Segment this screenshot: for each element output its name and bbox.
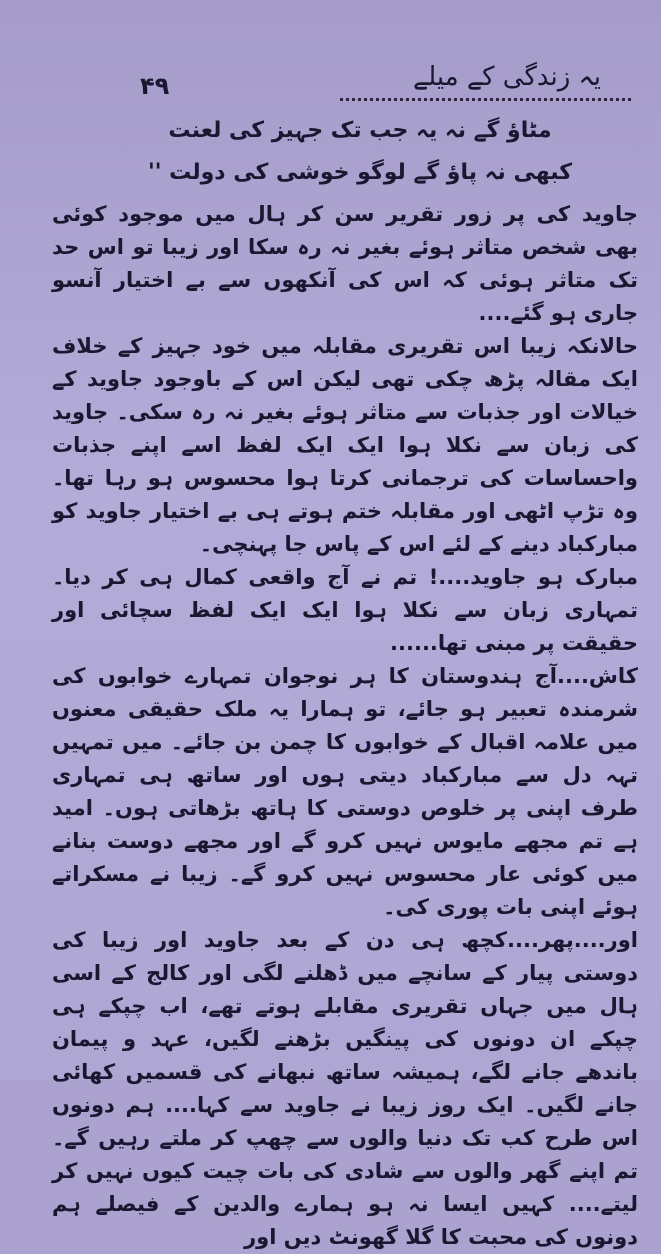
verse-line-1: مٹاؤ گے نہ یہ جب تک جہیز کی لعنت: [168, 118, 552, 143]
running-title: یہ زندگی کے میلے: [413, 62, 601, 92]
body-text: [52, 198, 638, 1254]
paragraph: اور....پھر....کچھ ہی دن کے بعد جاوید اور زیبا کی دوستی پیار کے سانچے میں ڈھلنے لگی اور کالج کے اسی ہال میں جہاں تقریری مقابلے ہوتے تھے، اب چپکے ہی چپکے ان دونوں کی پینگیں بڑھنے لگیں، عہد و پیمان باندھے جانے لگے، ہمیشہ ساتھ نبھانے کی قسمیں کھائی جانے لگیں۔ ایک روز زیبا نے جاوید سے کہا.... ہم دونوں اس طرح کب تک دنیا والوں سے چھپ کر ملتے رہیں گے۔ تم اپنے گھر والوں سے شادی کی بات چیت کیوں نہیں کر لیتے.... کہیں ایسا نہ ہو ہمارے والدین کے فیصلے ہم دونوں کی محبت کا گلا گھونٹ دیں اور: [52, 928, 638, 1249]
paragraph: مبارک ہو جاوید....! تم نے آج واقعی کمال ہی کر دیا۔ تمہاری زبان سے نکلا ہوا ایک ایک لفظ سچائی اور حقیقت پر مبنی تھا......: [52, 565, 638, 655]
paragraph: جاوید کی پر زور تقریر سن کر ہال میں موجود کوئی بھی شخص متاثر ہوئے بغیر نہ رہ سکا اور زیبا تو اس حد تک متاثر ہوئی کہ اس کی آنکھوں سے بے اختیار آنسو جاری ہو گئے....: [52, 202, 638, 325]
page-number: ۴۹: [140, 72, 170, 100]
paragraph: حالانکہ زیبا اس تقریری مقابلہ میں خود جہیز کے خلاف ایک مقالہ پڑھ چکی تھی لیکن اس کے باوجود جاوید کے خیالات اور جذبات سے متاثر ہوئے بغیر نہ رہ سکی۔ جاوید کی زبان سے نکلا ہوا ایک ایک لفظ اسے اپنے جذبات واحساسات کی ترجمانی کرتا ہوا محسوس ہو رہا تھا۔ وہ تڑپ اٹھی اور مقابلہ ختم ہوتے ہی بے اختیار جاوید کو مبارکباد دینے کے لئے اس کے پاس جا پہنچی۔: [52, 334, 638, 556]
paragraph: کاش....آج ہندوستان کا ہر نوجوان تمہارے خوابوں کی شرمندہ تعبیر ہو جائے، تو ہمارا یہ ملک حقیقی معنوں میں علامہ اقبال کے خوابوں کا چمن بن جائے۔ میں تمہیں تہہ دل سے مبارکباد دیتی ہوں اور ساتھ ہی تمہاری طرف اپنی پر خلوص دوستی کا ہاتھ بڑھاتی ہوں۔ امید ہے تم مجھے مایوس نہیں کرو گے اور مجھے دوست بنانے میں کوئی عار محسوس نہیں کرو گے۔ زیبا نے مسکراتے ہوئے اپنی بات پوری کی۔: [52, 664, 638, 919]
page-header: [0, 60, 661, 110]
verse-line-2: کبھی نہ پاؤ گے لوگو خوشی کی دولت '': [147, 160, 573, 185]
header-dotted-rule: [340, 98, 631, 101]
